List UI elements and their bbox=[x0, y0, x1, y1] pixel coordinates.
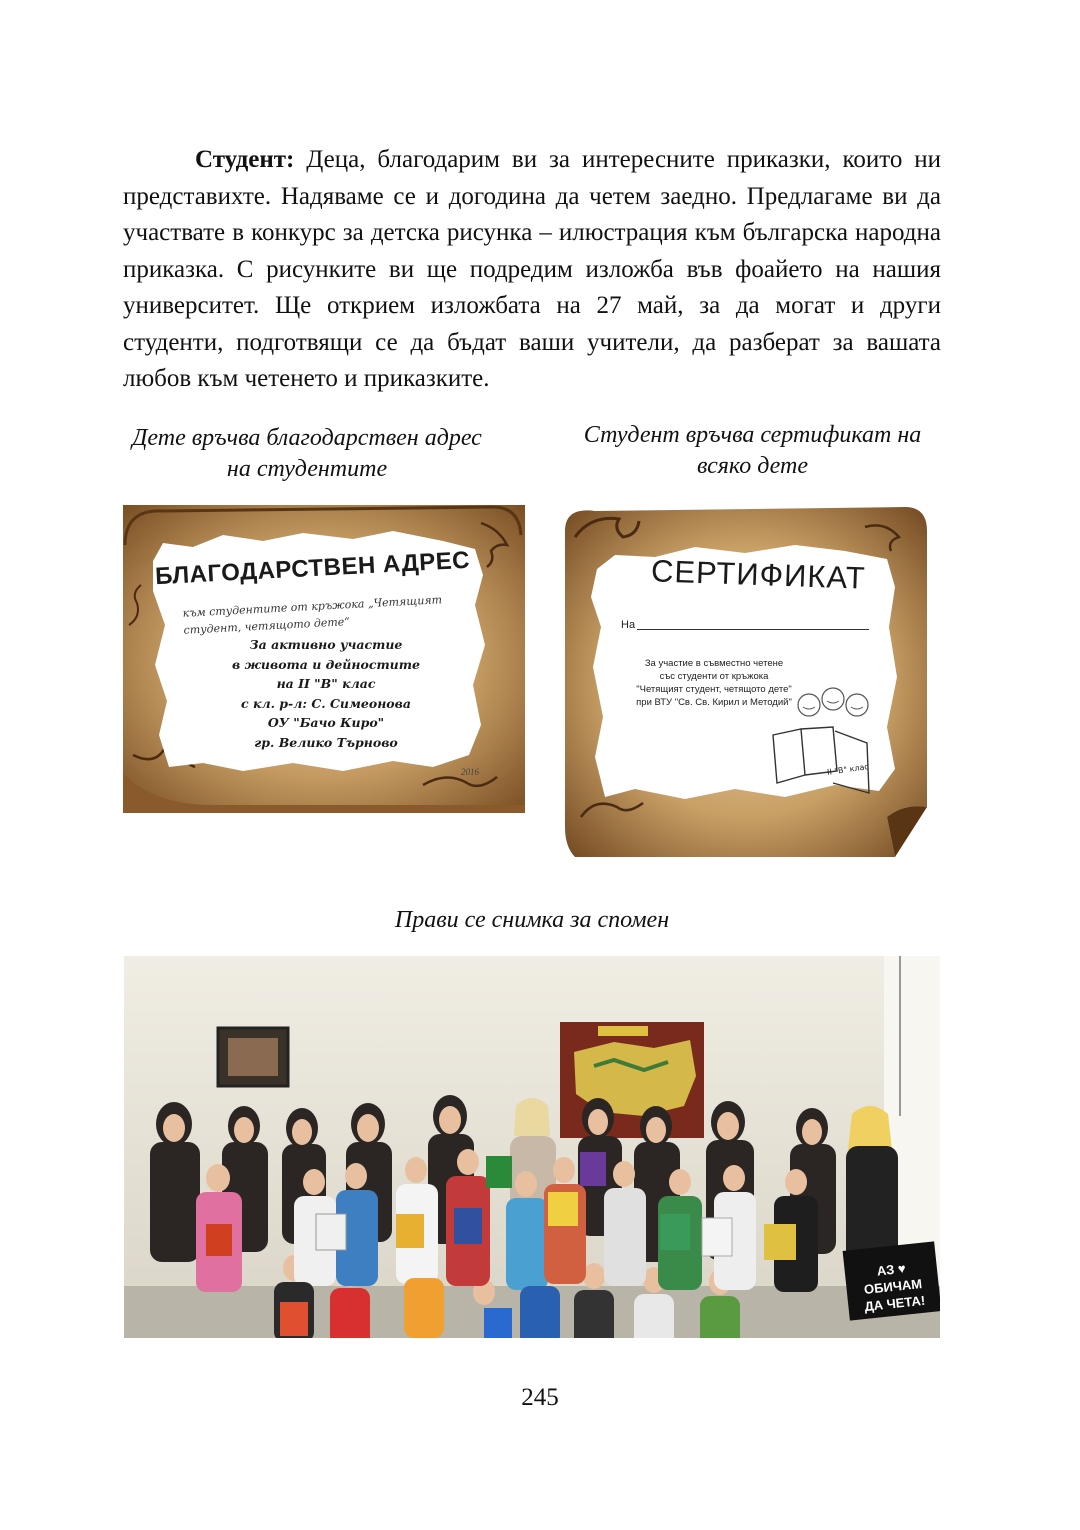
address-line: на II "В" клас bbox=[276, 676, 376, 691]
dialogue-paragraph bbox=[123, 142, 941, 398]
address-year: 2016 bbox=[461, 767, 479, 777]
certificate-class-label: II "В" клас bbox=[826, 762, 870, 777]
address-line: За активно участие bbox=[249, 637, 403, 652]
address-body bbox=[201, 635, 451, 752]
page-number: 245 bbox=[521, 1384, 559, 1411]
address-line: в живота и дейностите bbox=[232, 656, 420, 672]
certificate-image bbox=[565, 507, 928, 857]
address-handwriting: към студентите от кръжока „Четящият студент, четящото дете“ bbox=[182, 593, 443, 637]
certificate-title: СЕРТИФИКАТ bbox=[650, 553, 867, 596]
certificate-recipient-label: На bbox=[621, 619, 636, 631]
thank-you-address-image bbox=[123, 505, 525, 813]
caption-photo: Прави се снимка за спомен bbox=[394, 907, 670, 933]
address-line: гр. Велико Търново bbox=[254, 734, 398, 750]
certificate-line: "Четящият студент, четящото дете" bbox=[636, 684, 792, 695]
certificate-line: със студенти от кръжока bbox=[659, 671, 769, 682]
sign-text: АЗ ♥ ОБИЧАМ ДА ЧЕТА! bbox=[863, 1260, 926, 1315]
caption-right: Студент връчва сертификат на всяко дете bbox=[583, 422, 922, 479]
certificate-line: при ВТУ "Св. Св. Кирил и Методий" bbox=[636, 697, 792, 708]
group-photo-illustration bbox=[124, 956, 940, 1338]
paragraph-text: Деца, благодарим ви за интересните приказки, които ни представихте. Надяваме се и догодина да четем заедно. Предлагаме ви да участвате в конкурс за детска рисунка – илюстрация към българска народна приказка. С рисунките ви ще подредим изложба във фоайето на нашия университет. Ще открием изложбата на 27 май, за да могат и други студенти, подготвящи се да бъдат ваши учители, да разберат за вашата любов към четенето и приказките. bbox=[123, 146, 942, 392]
address-line: ОУ "Бачо Киро" bbox=[267, 715, 385, 730]
address-line: с кл. р-л: С. Симеонова bbox=[241, 695, 411, 711]
bulgaria-map bbox=[560, 1022, 704, 1138]
group-photo bbox=[124, 956, 940, 1338]
certificate-name-line bbox=[637, 629, 869, 630]
wall-picture bbox=[218, 1028, 288, 1086]
certificate-line: За участие в съвместно четене bbox=[644, 658, 784, 669]
address-title: БЛАГОДАРСТВЕН АДРЕС bbox=[154, 546, 471, 591]
caption-left: Дете връчва благодарствен адрес на студентите bbox=[132, 425, 482, 482]
speaker-label: Студент: bbox=[195, 146, 295, 173]
certificate-body bbox=[629, 657, 799, 709]
